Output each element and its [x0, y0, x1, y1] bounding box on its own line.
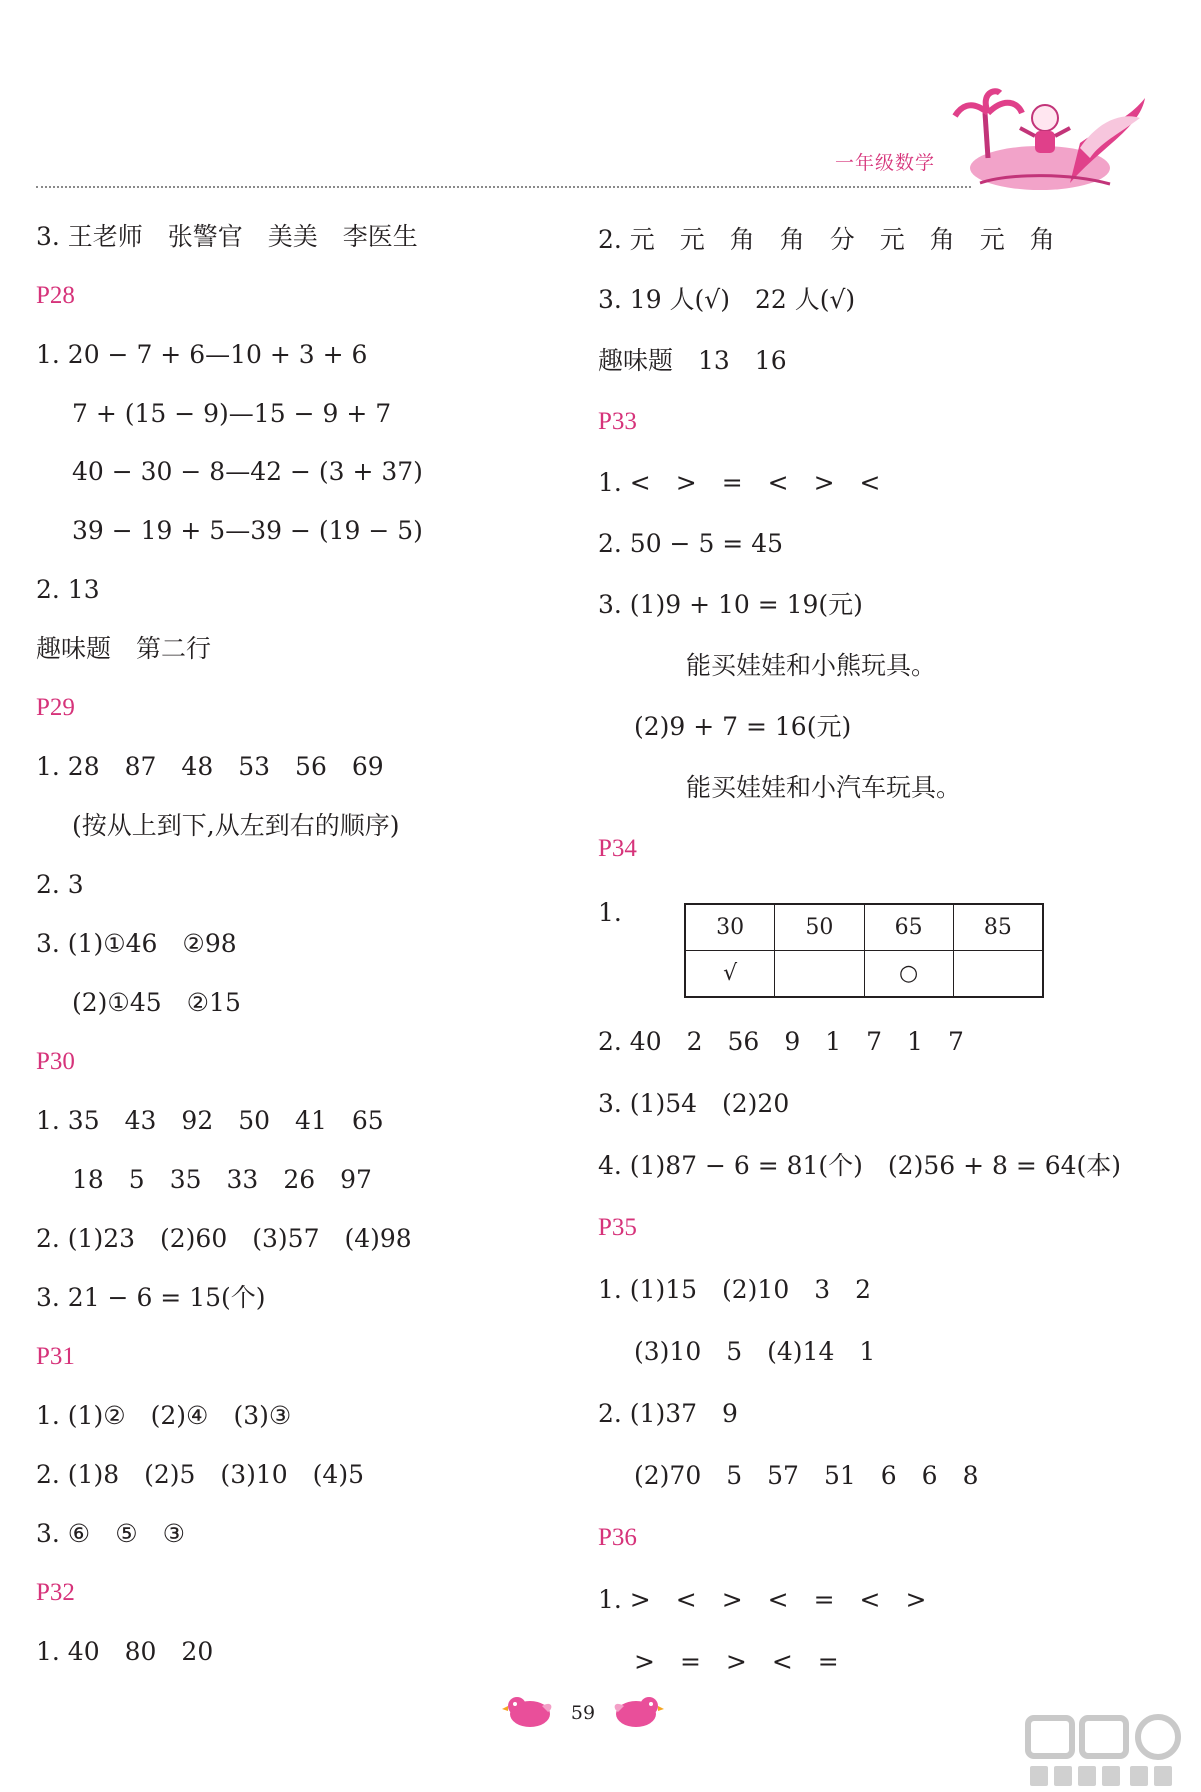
answer-line: (2)①45 ②15	[72, 988, 241, 1017]
answer-line: 40 − 30 − 8—42 − (3 + 37)	[72, 457, 423, 486]
answer-line: 2. 3	[36, 870, 84, 899]
answer-line: 3. 19 人(√) 22 人(√)	[598, 285, 856, 314]
table-header-cell: 50	[775, 904, 864, 951]
section-heading-p31: P31	[36, 1343, 75, 1370]
pink-bird-icon	[612, 1692, 664, 1730]
table-mark-cell	[953, 951, 1043, 998]
answer-line: (2)9 + 7 = 16(元)	[634, 712, 852, 741]
table-mark-cell: ○	[864, 951, 953, 998]
section-heading-p29: P29	[36, 694, 75, 721]
table-row	[685, 951, 1043, 998]
answer-line: 能买娃娃和小汽车玩具。	[686, 773, 962, 802]
table-mark-cell	[775, 951, 864, 998]
section-heading-p35: P35	[598, 1214, 637, 1241]
section-heading-p28: P28	[36, 282, 75, 309]
answer-line: > = > < =	[634, 1647, 839, 1676]
mxqe-watermark-logo-icon	[1020, 1712, 1195, 1792]
header-title: 一年级数学	[835, 152, 936, 174]
answer-line: 3. (1)54 (2)20	[598, 1089, 790, 1118]
pink-bird-icon	[502, 1692, 554, 1730]
answer-line: 能买娃娃和小熊玩具。	[686, 651, 937, 680]
answer-line: 1. (1)15 (2)10 3 2	[598, 1275, 872, 1304]
answer-line: (3)10 5 (4)14 1	[634, 1337, 876, 1366]
answer-line: 2. (1)23 (2)60 (3)57 (4)98	[36, 1224, 412, 1253]
table-mark-cell: √	[685, 951, 775, 998]
answer-line: 1. 28 87 48 53 56 69	[36, 752, 384, 781]
answer-line: 1. < > = < > <	[598, 468, 881, 497]
answer-line: (按从上到下,从左到右的顺序)	[72, 811, 400, 840]
table-header-cell: 65	[864, 904, 953, 951]
section-heading-p36: P36	[598, 1524, 637, 1551]
answer-line: (2)70 5 57 51 6 6 8	[634, 1461, 979, 1490]
answer-line: 3. 王老师 张警官 美美 李医生	[36, 222, 418, 251]
answer-line: 1. 40 80 20	[36, 1637, 214, 1666]
answer-line: 3. 21 − 6 = 15(个)	[36, 1283, 266, 1312]
answer-line: 2. 13	[36, 575, 100, 604]
answer-line: 1. 35 43 92 50 41 65	[36, 1106, 384, 1135]
table-row	[685, 904, 1043, 951]
section-heading-p34: P34	[598, 835, 637, 862]
answer-line: 3. (1)9 + 10 = 19(元)	[598, 590, 863, 619]
answer-line: 3. (1)①46 ②98	[36, 929, 237, 958]
answer-line: 1. > < > < = < >	[598, 1585, 927, 1614]
section-heading-p30: P30	[36, 1048, 75, 1075]
answer-line: 1. 20 − 7 + 6—10 + 3 + 6	[36, 340, 368, 369]
answer-line: 18 5 35 33 26 97	[72, 1165, 372, 1194]
section-heading-p32: P32	[36, 1579, 75, 1606]
answer-line: 2. 50 − 5 = 45	[598, 529, 784, 558]
header-divider	[36, 186, 971, 188]
table-header-cell: 30	[685, 904, 775, 951]
answer-line: 1. (1)② (2)④ (3)③	[36, 1401, 292, 1430]
answer-line: 7 + (15 − 9)—15 − 9 + 7	[72, 399, 392, 428]
page-number: 59	[570, 1702, 596, 1724]
answer-line: 2. 元 元 角 角 分 元 角 元 角	[598, 225, 1055, 254]
table-header-cell: 85	[953, 904, 1043, 951]
answer-line: 3. ⑥ ⑤ ③	[36, 1519, 186, 1548]
number-check-table	[684, 903, 1044, 998]
answer-line: 39 − 19 + 5—39 − (19 − 5)	[72, 516, 423, 545]
answer-line: 2. (1)37 9	[598, 1399, 738, 1428]
answer-line: 1.	[598, 898, 622, 927]
answer-line: 趣味题 13 16	[598, 346, 787, 375]
answer-line: 2. (1)8 (2)5 (3)10 (4)5	[36, 1460, 364, 1489]
section-heading-p33: P33	[598, 408, 637, 435]
answer-line: 4. (1)87 − 6 = 81(个) (2)56 + 8 = 64(本)	[598, 1151, 1122, 1180]
answer-line: 趣味题 第二行	[36, 634, 212, 663]
answer-line: 2. 40 2 56 9 1 7 1 7	[598, 1027, 964, 1056]
surfing-child-illustration-icon	[950, 88, 1150, 198]
